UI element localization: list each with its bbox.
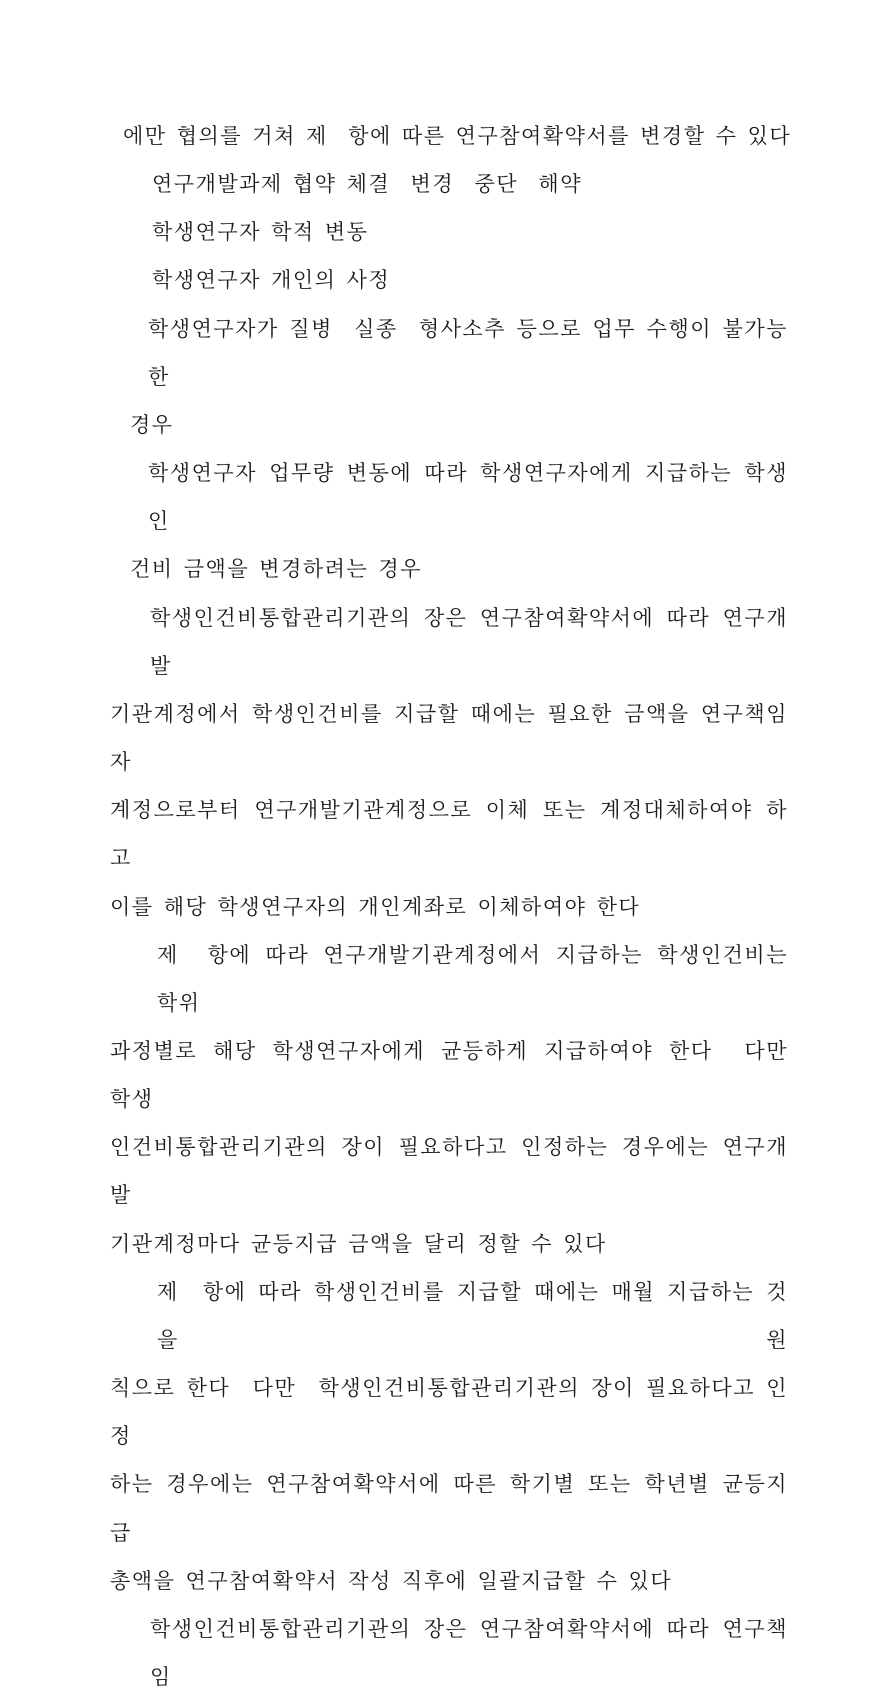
- text-line: 과정별로 해당 학생연구자에게 균등하게 지급하여야 한다 다만 학생: [110, 1038, 809, 1112]
- text-line: 학생연구자가 질병 실종 형사소추 등으로 업무 수행이 불가능한: [148, 316, 788, 389]
- text-line: 에만 협의를 거쳐 제 항에 따른 연구참여확약서를 변경할 수 있다: [123, 124, 792, 148]
- text-line: 하는 경우에는 연구참여확약서에 따른 학기별 또는 학년별 균등지급: [110, 1472, 788, 1545]
- text-line: 학생인건비통합관리기관의 장은 연구참여확약서에 따라 연구책임: [150, 1616, 788, 1689]
- text-line: 이를 해당 학생연구자의 개인계좌로 이체하여야 한다: [110, 894, 641, 919]
- text-line: 학생연구자 업무량 변동에 따라 학생연구자에게 지급하는 학생인: [148, 461, 788, 534]
- text-line: 인건비통합관리기관의 장이 필요하다고 인정하는 경우에는 연구개발: [110, 1135, 788, 1208]
- text-line: 칙으로 한다 다만 학생인건비통합관리기관의 장이 필요하다고 인정: [110, 1376, 788, 1449]
- text-line: 경우: [130, 412, 174, 437]
- text-line: 기관계정마다 균등지급 금액을 달리 정할 수 있다: [110, 1231, 607, 1256]
- text-line: 연구개발과제 협약 체결 변경 중단 해약: [152, 172, 582, 197]
- text-line: 학생연구자 개인의 사정: [152, 268, 391, 293]
- text-line: 건비 금액을 변경하려는 경우: [130, 557, 422, 582]
- text-line: 제 항에 따라 연구개발기관계정에서 지급하는 학생인건비는 학위: [157, 942, 799, 1015]
- text-line: 계정으로부터 연구개발기관계정으로 이체 또는 계정대체하여야 하고: [110, 798, 788, 871]
- text-line: 총액을 연구참여확약서 작성 직후에 일괄지급할 수 있다: [110, 1568, 673, 1593]
- document-text-block: [110, 112, 809, 1701]
- text-line: 학생인건비통합관리기관의 장은 연구참여확약서에 따라 연구개발: [150, 605, 788, 678]
- text-line: 기관계정에서 학생인건비를 지급할 때에는 필요한 금액을 연구책임자: [110, 701, 788, 775]
- text-line: 제 항에 따라 학생인건비를 지급할 때에는 매월 지급하는 것을 원: [157, 1279, 788, 1352]
- text-line: 학생연구자 학적 변동: [152, 220, 369, 245]
